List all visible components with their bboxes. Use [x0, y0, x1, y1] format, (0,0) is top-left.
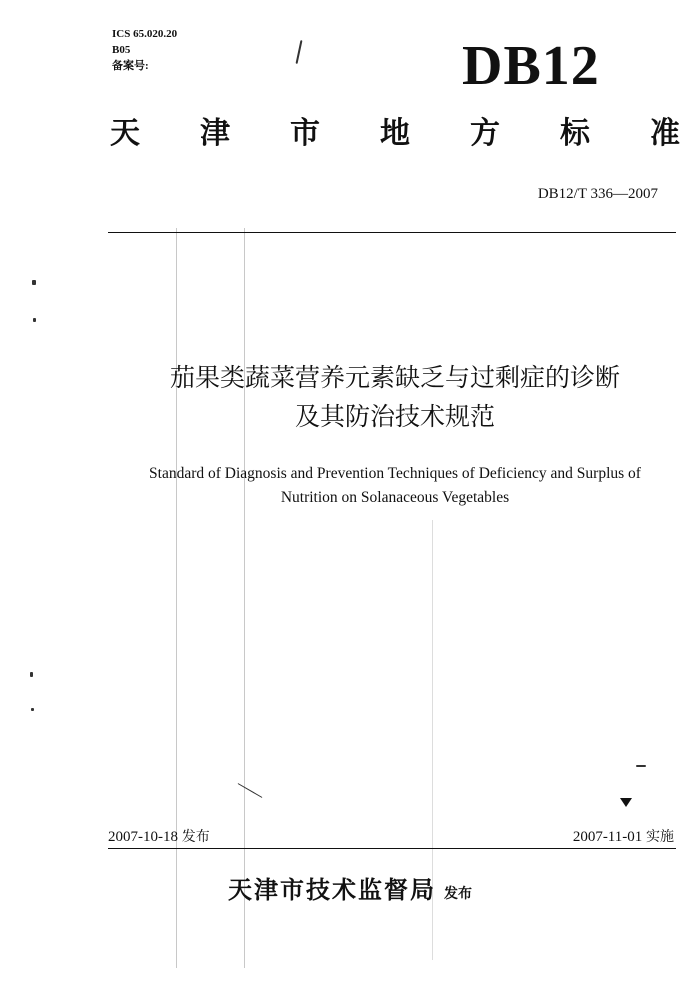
implementation-date [573, 827, 674, 847]
filing-number-label: 备案号: [112, 60, 149, 72]
scan-speck [238, 783, 263, 798]
bottom-divider [108, 848, 676, 849]
release-date-value: 2007-10-18 [108, 829, 178, 845]
header-metadata [112, 26, 177, 74]
scan-speck [32, 280, 36, 285]
scan-speck [636, 765, 646, 767]
top-divider [108, 232, 676, 233]
title-cn-line-1: 茄果类蔬菜营养元素缺乏与过剩症的诊断 [169, 363, 620, 392]
release-date [108, 827, 210, 847]
scan-line [244, 228, 245, 968]
implementation-date-value: 2007-11-01 [572, 829, 643, 845]
issuer-suffix: 发布 [444, 886, 472, 902]
standard-type-char: 准 [650, 116, 680, 151]
scan-speck [296, 40, 303, 64]
title-en-line-2: Nutrition on Solanaceous Vegetables [280, 489, 510, 506]
standard-type-char: 市 [290, 116, 320, 151]
issuing-authority [0, 870, 700, 905]
standard-type-char: 方 [470, 116, 500, 151]
classification-code: B05 [112, 44, 131, 56]
scan-speck [30, 672, 33, 677]
standard-type-char: 津 [200, 116, 230, 151]
standard-code-logo: DB12 [462, 35, 600, 97]
triangle-marker-icon [620, 798, 632, 807]
standard-number: DB12/T 336—2007 [537, 186, 658, 202]
scan-speck [33, 318, 36, 322]
title-cn-line-2: 及其防治技术规范 [294, 402, 495, 431]
standard-type-heading [110, 114, 680, 154]
title-en-line-1: Standard of Diagnosis and Prevention Techniques of Deficiency and Surplus of [149, 465, 641, 482]
ics-code: ICS 65.020.20 [112, 28, 178, 40]
scan-line [176, 228, 177, 968]
document-title-english [90, 462, 700, 510]
release-date-label: 发布 [181, 829, 210, 845]
standard-type-char: 标 [560, 116, 590, 151]
document-title-chinese [100, 358, 690, 436]
implementation-date-label: 实施 [646, 829, 674, 845]
standard-type-char: 天 [110, 116, 140, 151]
standard-type-char: 地 [380, 116, 410, 151]
issuer-name: 天津市技术监督局 [228, 876, 436, 904]
scan-speck [31, 708, 34, 711]
